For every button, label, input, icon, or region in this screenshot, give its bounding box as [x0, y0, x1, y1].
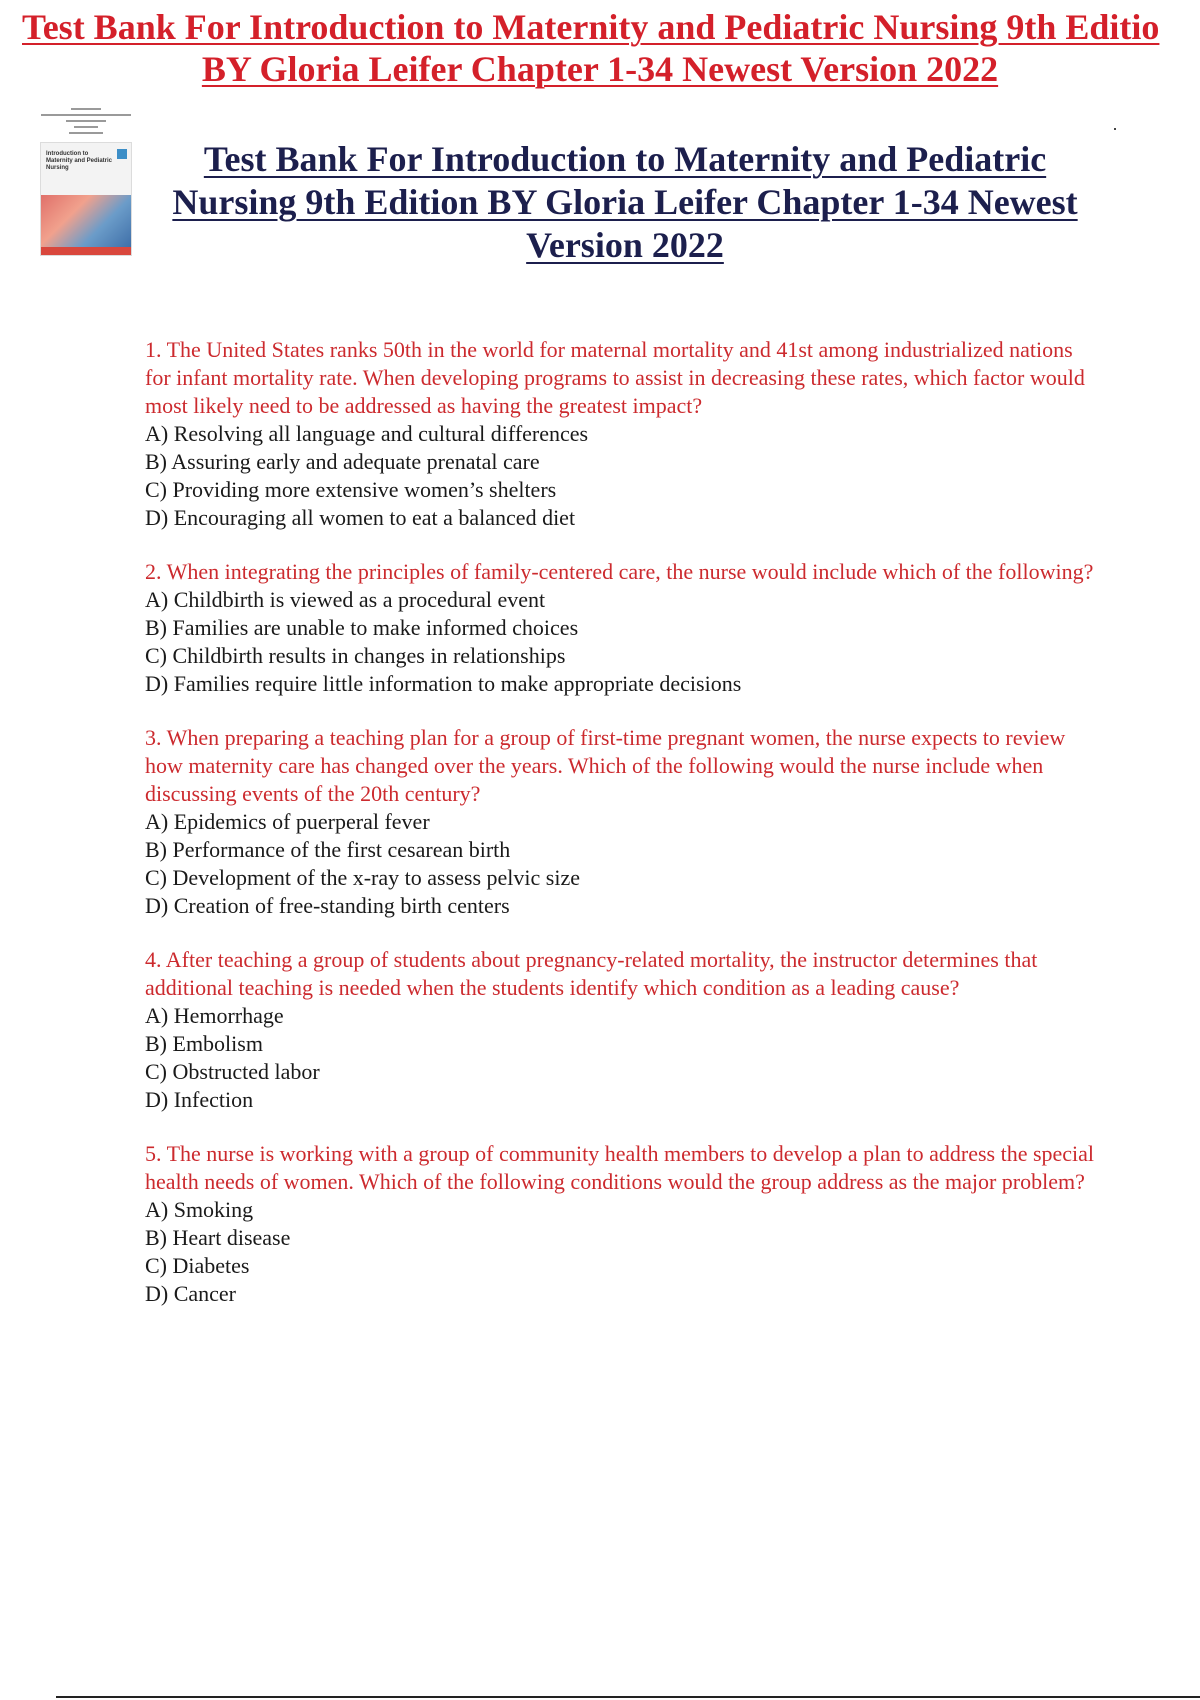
answer-option-b: B) Assuring early and adequate prenatal care	[145, 449, 540, 474]
answer-option-b: B) Embolism	[145, 1031, 263, 1056]
answer-option-d: D) Families require little information to make appropriate decisions	[145, 671, 742, 696]
stray-dot	[1114, 128, 1116, 130]
answer-option-d: D) Creation of free-standing birth centers	[145, 893, 510, 918]
answer-option-a: A) Epidemics of puerperal fever	[145, 809, 430, 834]
question-3	[145, 724, 1095, 920]
answer-option-a: A) Childbirth is viewed as a procedural event	[145, 587, 546, 612]
cover-badge	[117, 149, 127, 159]
document-title-line-3: Version 2022	[526, 225, 724, 265]
answer-option-b: B) Performance of the first cesarean birth	[145, 837, 511, 862]
answer-option-c: C) Obstructed labor	[145, 1059, 320, 1084]
bottom-divider	[56, 1696, 1200, 1698]
document-title-line-2: Nursing 9th Edition BY Gloria Leifer Chapter 1-34 Newest	[172, 182, 1078, 222]
document-title-line-1: Test Bank For Introduction to Maternity and Pediatric	[203, 139, 1047, 179]
question-stem: 5. The nurse is working with a group of community health members to develop a plan to address the special health needs of women. Which of the following conditions would the group address as the major problem?	[145, 1141, 1095, 1194]
question-list	[145, 336, 1095, 1334]
answer-option-c: C) Childbirth results in changes in relationships	[145, 643, 566, 668]
book-cover-image	[40, 142, 132, 256]
banner-title	[0, 6, 1200, 90]
cover-caption-lines	[36, 108, 136, 142]
answer-option-a: A) Hemorrhage	[145, 1003, 284, 1028]
question-5	[145, 1140, 1095, 1308]
answer-option-d: D) Cancer	[145, 1281, 237, 1306]
answer-option-a: A) Resolving all language and cultural differences	[145, 421, 589, 446]
answer-option-c: C) Diabetes	[145, 1253, 250, 1278]
answer-option-d: D) Encouraging all women to eat a balanced diet	[145, 505, 576, 530]
banner-title-line-1: Test Bank For Introduction to Maternity and Pediatric Nursing 9th Editio	[22, 7, 1160, 47]
question-1	[145, 336, 1095, 532]
question-stem: 4. After teaching a group of students about pregnancy-related mortality, the instructor determines that additional teaching is needed when the students identify which condition as a leading cause?	[145, 947, 1038, 1000]
answer-option-c: C) Providing more extensive women’s shelters	[145, 477, 557, 502]
question-stem: 3. When preparing a teaching plan for a group of first-time pregnant women, the nurse expects to review how maternity care has changed over the years. Which of the following would the nurse include when discussing events of the 20th century?	[145, 725, 1066, 806]
answer-option-d: D) Infection	[145, 1087, 254, 1112]
answer-option-b: B) Families are unable to make informed choices	[145, 615, 579, 640]
answer-option-b: B) Heart disease	[145, 1225, 291, 1250]
question-4	[145, 946, 1095, 1114]
question-2	[145, 558, 1095, 698]
question-stem: 1. The United States ranks 50th in the world for maternal mortality and 41st among industrialized nations for infant mortality rate. When developing programs to assist in decreasing these rates, which factor would most likely need to be addressed as having the greatest impact?	[145, 337, 1085, 418]
cover-strip	[41, 247, 131, 255]
cover-title-text: Introduction to Maternity and Pediatric Nursing	[46, 151, 113, 171]
document-title	[145, 138, 1105, 267]
answer-option-c: C) Development of the x-ray to assess pelvic size	[145, 865, 580, 890]
answer-option-a: A) Smoking	[145, 1197, 254, 1222]
cover-artwork	[41, 195, 131, 247]
banner-title-line-2: BY Gloria Leifer Chapter 1-34 Newest Version 2022	[201, 49, 999, 89]
question-stem: 2. When integrating the principles of family-centered care, the nurse would include which of the following?	[145, 559, 1094, 584]
